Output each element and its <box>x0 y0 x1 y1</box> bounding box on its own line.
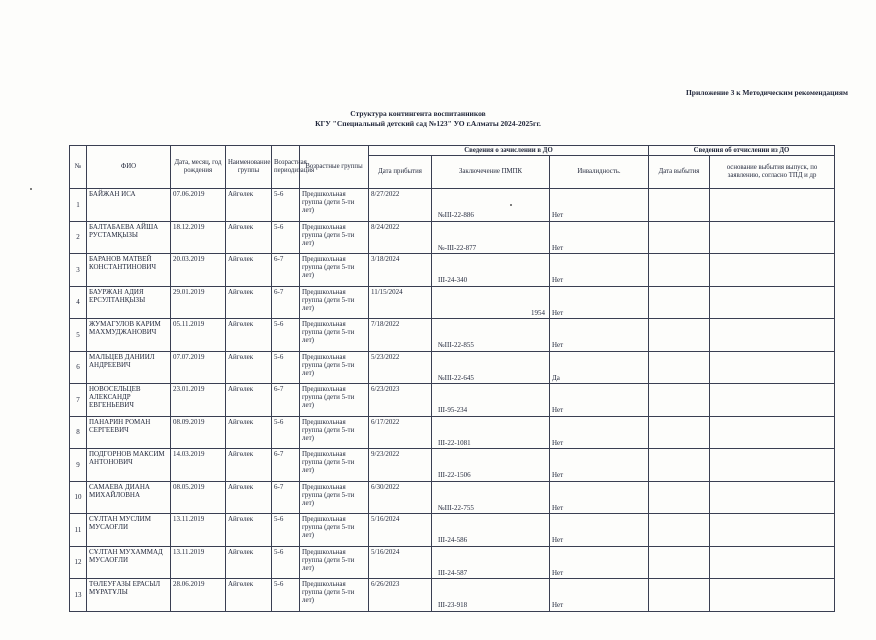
pmpk-conclusion <box>432 221 550 254</box>
pmpk-conclusion <box>432 286 550 319</box>
child-name: БАЙЖАН ИСА <box>87 189 171 222</box>
birth-date: 08.05.2019 <box>171 481 226 514</box>
table-row <box>70 189 835 222</box>
row-number: 5 <box>70 319 87 352</box>
col-header-reason: основание выбытия выпуск, по заявлению, согласно ТПД и др <box>710 156 835 189</box>
age-period: 5-6 <box>272 221 300 254</box>
pmpk-conclusion <box>432 514 550 547</box>
table-row <box>70 384 835 417</box>
age-period: 6-7 <box>272 481 300 514</box>
group-name: Айгөлек <box>226 319 272 352</box>
departure-reason <box>710 514 835 547</box>
col-header-birth: Дата, месяц, год рождения <box>171 146 226 189</box>
col-header-departure: Дата выбытия <box>649 156 710 189</box>
row-number: 7 <box>70 384 87 417</box>
child-name: МАЛЬЦЕВ ДАНИИЛ АНДРЕЕВИЧ <box>87 351 171 384</box>
age-period: 5-6 <box>272 351 300 384</box>
group-name: Айгөлек <box>226 546 272 579</box>
arrival-date: 5/16/2024 <box>369 546 432 579</box>
row-number: 8 <box>70 416 87 449</box>
disability-status: Нет <box>550 189 649 222</box>
arrival-date: 9/23/2022 <box>369 449 432 482</box>
child-name: ТӨЛЕУҒАЗЫ ЕРАСЫЛ МҰРАТҰЛЫ <box>87 579 171 612</box>
departure-date <box>649 416 710 449</box>
pmpk-conclusion <box>432 351 550 384</box>
child-name: НОВОСЕЛЬЦЕВ АЛЕКСАНДР ЕВГЕНЬЕВИЧ <box>87 384 171 417</box>
table-row <box>70 416 835 449</box>
pmpk-conclusion <box>432 546 550 579</box>
age-group: Предшкольная группа (дети 5-ти лет) <box>300 189 369 222</box>
disability-status: Да <box>550 351 649 384</box>
group-name: Айгөлек <box>226 189 272 222</box>
departure-date <box>649 351 710 384</box>
arrival-date: 6/26/2023 <box>369 579 432 612</box>
departure-reason <box>710 579 835 612</box>
birth-date: 29.01.2019 <box>171 286 226 319</box>
arrival-date: 7/18/2022 <box>369 319 432 352</box>
arrival-date: 5/23/2022 <box>369 351 432 384</box>
table-row <box>70 319 835 352</box>
document-subtitle: КГУ "Специальный детский сад №123" УО г.Алматы 2024-2025гг. <box>315 119 541 128</box>
departure-reason <box>710 384 835 417</box>
birth-date: 07.06.2019 <box>171 189 226 222</box>
pmpk-number: III-24-587 <box>438 568 468 577</box>
disability-status: Нет <box>550 514 649 547</box>
arrival-date: 11/15/2024 <box>369 286 432 319</box>
arrival-date: 8/24/2022 <box>369 221 432 254</box>
disability-status: Нет <box>550 384 649 417</box>
col-header-age-group: Возрастные группы <box>300 146 369 189</box>
child-name: СҰЛТАН МУСЛИМ МУСАОҒЛИ <box>87 514 171 547</box>
age-group: Предшкольная группа (дети 5-ти лет) <box>300 449 369 482</box>
age-group: Предшкольная группа (дети 5-ти лет) <box>300 514 369 547</box>
table-row <box>70 449 835 482</box>
age-period: 6-7 <box>272 449 300 482</box>
arrival-date: 6/17/2022 <box>369 416 432 449</box>
age-group: Предшкольная группа (дети 5-ти лет) <box>300 546 369 579</box>
departure-reason <box>710 481 835 514</box>
departure-reason <box>710 286 835 319</box>
row-number: 13 <box>70 579 87 612</box>
departure-reason <box>710 221 835 254</box>
row-number: 2 <box>70 221 87 254</box>
age-group: Предшкольная группа (дети 5-ти лет) <box>300 481 369 514</box>
pmpk-conclusion <box>432 384 550 417</box>
group-name: Айгөлек <box>226 449 272 482</box>
age-period: 6-7 <box>272 384 300 417</box>
departure-reason <box>710 416 835 449</box>
departure-date <box>649 546 710 579</box>
row-number: 4 <box>70 286 87 319</box>
age-period: 6-7 <box>272 254 300 287</box>
disability-status: Нет <box>550 416 649 449</box>
disability-status: Нет <box>550 221 649 254</box>
birth-date: 28.06.2019 <box>171 579 226 612</box>
departure-date <box>649 319 710 352</box>
departure-reason <box>710 189 835 222</box>
birth-date: 20.03.2019 <box>171 254 226 287</box>
table-row <box>70 481 835 514</box>
document-title: Структура контингента воспитанников <box>350 109 486 118</box>
disability-status: Нет <box>550 254 649 287</box>
departure-date <box>649 384 710 417</box>
pmpk-conclusion <box>432 189 550 222</box>
age-group: Предшкольная группа (дети 5-ти лет) <box>300 254 369 287</box>
birth-date: 18.12.2019 <box>171 221 226 254</box>
departure-reason <box>710 546 835 579</box>
age-group: Предшкольная группа (дети 5-ти лет) <box>300 416 369 449</box>
group-header-expulsion: Сведения об отчислении из ДО <box>649 146 835 156</box>
departure-date <box>649 254 710 287</box>
age-period: 5-6 <box>272 189 300 222</box>
disability-status: Нет <box>550 319 649 352</box>
group-name: Айгөлек <box>226 514 272 547</box>
group-name: Айгөлек <box>226 221 272 254</box>
departure-reason <box>710 449 835 482</box>
age-group: Предшкольная группа (дети 5-ти лет) <box>300 351 369 384</box>
arrival-date: 8/27/2022 <box>369 189 432 222</box>
birth-date: 13.11.2019 <box>171 514 226 547</box>
arrival-date: 3/18/2024 <box>369 254 432 287</box>
col-header-group-name: Наименование группы <box>226 146 272 189</box>
birth-date: 23.01.2019 <box>171 384 226 417</box>
age-period: 5-6 <box>272 546 300 579</box>
age-group: Предшкольная группа (дети 5-ти лет) <box>300 319 369 352</box>
group-header-enrollment: Сведения о зачислении в ДО <box>369 146 649 156</box>
disability-status: Нет <box>550 546 649 579</box>
row-number: 1 <box>70 189 87 222</box>
departure-date <box>649 221 710 254</box>
row-number: 11 <box>70 514 87 547</box>
pmpk-conclusion <box>432 481 550 514</box>
arrival-date: 6/30/2022 <box>369 481 432 514</box>
age-group: Предшкольная группа (дети 5-ти лет) <box>300 221 369 254</box>
birth-date: 13.11.2019 <box>171 546 226 579</box>
pmpk-conclusion <box>432 416 550 449</box>
pmpk-conclusion <box>432 254 550 287</box>
child-name: СҰЛТАН МУХАММАД МУСАОҒЛИ <box>87 546 171 579</box>
pmpk-number: №III-22-855 <box>438 341 474 350</box>
departure-reason <box>710 319 835 352</box>
col-header-num: № <box>70 146 87 189</box>
group-name: Айгөлек <box>226 254 272 287</box>
table-row <box>70 514 835 547</box>
table-row <box>70 546 835 579</box>
child-name: БАЛТАБАЕВА АЙША РУСТАМҚЫЗЫ <box>87 221 171 254</box>
appendix-note: Приложение 3 к Методическим рекомендациям <box>685 88 848 97</box>
col-header-age-period: Возрастная периодизация <box>272 146 300 189</box>
table-row <box>70 254 835 287</box>
row-number: 12 <box>70 546 87 579</box>
birth-date: 05.11.2019 <box>171 319 226 352</box>
child-name: ПАНАРИН РОМАН СЕРГЕЕВИЧ <box>87 416 171 449</box>
departure-date <box>649 514 710 547</box>
children-contingent-table <box>69 145 835 612</box>
departure-date <box>649 481 710 514</box>
child-name: БАУРЖАН АДИЯ ЕРСУЛТАНҚЫЗЫ <box>87 286 171 319</box>
row-number: 3 <box>70 254 87 287</box>
disability-status: Нет <box>550 286 649 319</box>
disability-status: Нет <box>550 579 649 612</box>
table-row <box>70 286 835 319</box>
pmpk-conclusion <box>432 319 550 352</box>
pmpk-number: III-95-234 <box>438 406 468 415</box>
row-number: 6 <box>70 351 87 384</box>
age-group: Предшкольная группа (дети 5-ти лет) <box>300 579 369 612</box>
pmpk-number: III-24-340 <box>438 276 468 285</box>
departure-date <box>649 189 710 222</box>
age-period: 5-6 <box>272 416 300 449</box>
departure-date <box>649 579 710 612</box>
group-name: Айгөлек <box>226 286 272 319</box>
disability-status: Нет <box>550 449 649 482</box>
col-header-disability: Инвалидность. <box>550 156 649 189</box>
arrival-date: 6/23/2023 <box>369 384 432 417</box>
departure-reason <box>710 351 835 384</box>
row-number: 9 <box>70 449 87 482</box>
pmpk-number: №-III-22-877 <box>438 243 477 252</box>
age-period: 6-7 <box>272 286 300 319</box>
pmpk-extra-number: 1954 <box>531 308 545 317</box>
pmpk-number: III-24-586 <box>438 536 468 545</box>
birth-date: 14.03.2019 <box>171 449 226 482</box>
birth-date: 08.09.2019 <box>171 416 226 449</box>
pmpk-number: №III-22-645 <box>438 373 474 382</box>
arrival-date: 5/16/2024 <box>369 514 432 547</box>
departure-date <box>649 449 710 482</box>
col-header-pmpk: Заключечение ПМПК <box>432 156 550 189</box>
age-group: Предшкольная группа (дети 5-ти лет) <box>300 286 369 319</box>
departure-date <box>649 286 710 319</box>
group-name: Айгөлек <box>226 384 272 417</box>
table-row <box>70 221 835 254</box>
age-group: Предшкольная группа (дети 5-ти лет) <box>300 384 369 417</box>
pmpk-conclusion <box>432 449 550 482</box>
row-number: 10 <box>70 481 87 514</box>
pmpk-number: III-22-1506 <box>438 471 471 480</box>
group-name: Айгөлек <box>226 351 272 384</box>
group-name: Айгөлек <box>226 579 272 612</box>
age-period: 5-6 <box>272 319 300 352</box>
col-header-name: ФИО <box>87 146 171 189</box>
disability-status: Нет <box>550 481 649 514</box>
pmpk-number: III-23-918 <box>438 601 468 610</box>
group-name: Айгөлек <box>226 416 272 449</box>
pmpk-conclusion <box>432 579 550 612</box>
group-name: Айгөлек <box>226 481 272 514</box>
age-period: 5-6 <box>272 579 300 612</box>
child-name: ЖУМАГУЛОВ КАРИМ МАХМУДЖАНОВИЧ <box>87 319 171 352</box>
pmpk-number: III-22-1081 <box>438 438 471 447</box>
child-name: БАРАНОВ МАТВЕЙ КОНСТАНТИНОВИЧ <box>87 254 171 287</box>
age-period: 5-6 <box>272 514 300 547</box>
scan-speck <box>30 188 32 190</box>
birth-date: 07.07.2019 <box>171 351 226 384</box>
child-name: САМАЕВА ДИАНА МИХАЙЛОВНА <box>87 481 171 514</box>
table-row <box>70 351 835 384</box>
pmpk-number: №III-22-886 <box>438 211 474 220</box>
col-header-arrival: Дата прибытия <box>369 156 432 189</box>
departure-reason <box>710 254 835 287</box>
pmpk-number: №III-22-755 <box>438 503 474 512</box>
table-row <box>70 579 835 612</box>
child-name: ПОДГОРНОВ МАКСИМ АНТОНОВИЧ <box>87 449 171 482</box>
